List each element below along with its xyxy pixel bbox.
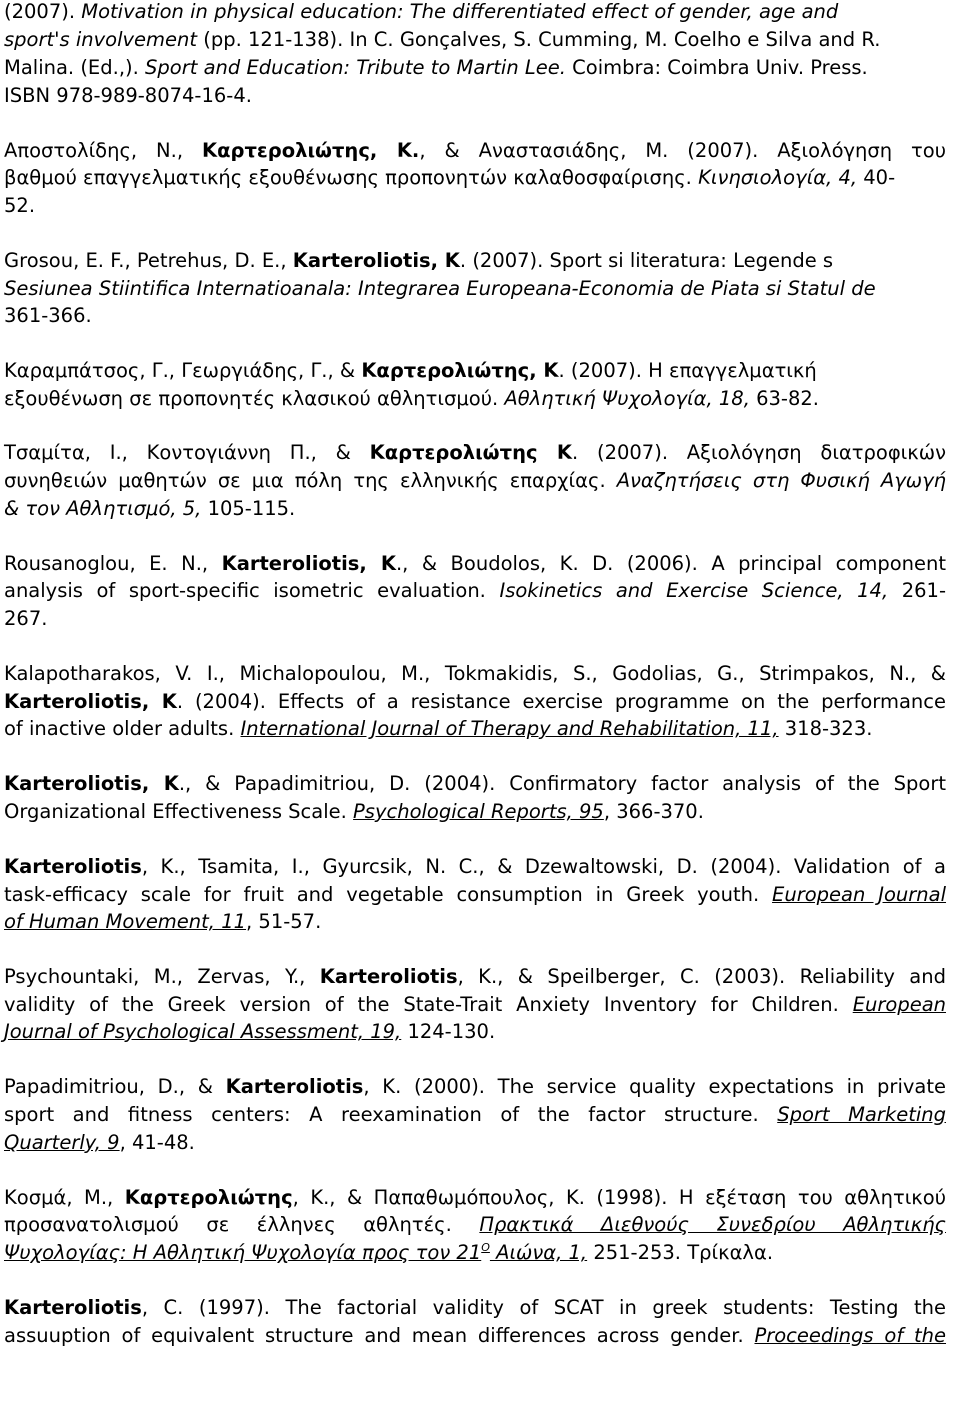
ref8-line1: Karteroliotis, K., Tsamita, I., Gyurcsik, N. C., & Dzewaltowski, D. (2004). Validation of a — [4, 855, 946, 878]
ref6-line1: Kalapotharakos, V. I., Michalopoulou, M., Tokmakidis, S., Godolias, G., Strimpakos, N., & — [4, 662, 946, 685]
ref4-line3: & τον Αθλητισμό, 5, 105-115. — [4, 497, 296, 520]
ref4-line2: συνηθειών μαθητών σε μια πόλη της ελληνικής επαρχίας. Αναζητήσεις στη Φυσική Αγωγή — [4, 469, 946, 492]
ref10-line2: sport and fitness centers: A reexamination of the factor structure. Sport Marketing — [4, 1103, 946, 1126]
ref0-line3: Malina. (Ed.,). Sport and Education: Tribute to Martin Lee. Coimbra: Coimbra Univ. Press. — [4, 56, 868, 79]
ref9-line1: Psychountaki, M., Zervas, Y., Karteroliotis, K., & Speilberger, C. (2003). Reliability and — [4, 965, 946, 988]
ref8-line3: of Human Movement, 11, 51-57. — [4, 910, 322, 933]
ref1-line2: βαθμού επαγγελματικής εξουθένωσης προπονητών καλαθοσφαίρισης. Κινησιολογία, 4, 40- — [4, 166, 896, 189]
ref6-line2: Karteroliotis, K. (2004). Effects of a resistance exercise programme on the performance — [4, 690, 946, 713]
ref11-line1: Κοσμά, Μ., Καρτερολιώτης, Κ., & Παπαθωμόπουλος, Κ. (1998). Η εξέταση του αθλητικού — [4, 1186, 946, 1209]
ref10-line1: Papadimitriou, D., & Karteroliotis, K. (2000). The service quality expectations in private — [4, 1075, 946, 1098]
ref12-line1: Karteroliotis, C. (1997). The factorial validity of SCAT in greek students: Testing the — [4, 1296, 946, 1319]
ref2-line1: Grosou, E. F., Petrehus, D. E., Karteroliotis, K. (2007). Sport si literatura: Legende s — [4, 249, 834, 272]
ref5-line3: 267. — [4, 607, 48, 630]
ref0-line2: sport's involvement (pp. 121-138). In C. Gonçalves, S. Cumming, M. Coelho e Silva and R. — [4, 28, 881, 51]
ref11-line2: προσανατολισμού σε έλληνες αθλητές. Πρακτικά Διεθνούς Συνεδρίου Αθλητικής — [4, 1213, 946, 1236]
ref0-line4: ISBN 978-989-8074-16-4. — [4, 84, 252, 107]
ref9-line3: Journal of Psychological Assessment, 19, 124-130. — [4, 1020, 496, 1043]
ref1-line3: 52. — [4, 194, 36, 217]
ref3-line1: Καραμπάτσος, Γ., Γεωργιάδης, Γ., & Καρτερολιώτης, Κ. (2007). Η επαγγελματική — [4, 359, 817, 382]
ref7-line2: Organizational Effectiveness Scale. Psychological Reports, 95, 366-370. — [4, 800, 704, 823]
ref7-line1: Karteroliotis, K., & Papadimitriou, D. (2004). Confirmatory factor analysis of the Sport — [4, 772, 946, 795]
ref5-line2: analysis of sport-specific isometric evaluation. Isokinetics and Exercise Science, 14, 261- — [4, 579, 946, 602]
ref8-line2: task-efficacy scale for fruit and vegetable consumption in Greek youth. European Journal — [4, 883, 947, 906]
ref0-line1: (2007). Motivation in physical education: The differentiated effect of gender, age and — [4, 0, 839, 23]
ref9-line2: validity of the Greek version of the State-Trait Anxiety Inventory for Children. European — [4, 993, 946, 1016]
ref12-line2: assuuption of equivalent structure and mean differences across gender. Proceedings of the — [4, 1324, 947, 1347]
ref2-line2: Sesiunea Stiintifica Internatioanala: Integrarea Europeana-Economia de Piata si Statul de — [4, 277, 876, 300]
ref4-line1: Τσαμίτα, Ι., Κοντογιάννη Π., & Καρτερολιώτης Κ. (2007). Αξιολόγηση διατροφικών — [4, 441, 946, 464]
ref3-line2: εξουθένωση σε προπονητές κλασικού αθλητισμού. Αθλητική Ψυχολογία, 18, 63-82. — [4, 387, 819, 410]
ref1-line1: Αποστολίδης, Ν., Καρτερολιώτης, Κ., & Αναστασιάδης, Μ. (2007). Αξιολόγηση του — [4, 139, 947, 162]
ref5-line1: Rousanoglou, E. N., Karteroliotis, K., & Boudolos, K. D. (2006). A principal component — [4, 552, 946, 575]
ref6-line3: of inactive older adults. International Journal of Therapy and Rehabilitation, 11, 318-323. — [4, 717, 873, 740]
ref2-line3: 361-366. — [4, 304, 92, 327]
ref11-line3: Ψυχολογίας: Η Αθλητική Ψυχολογία προς τον $21^O$ Αιώνα, 1, 251-253. Τρίκαλα. — [4, 1241, 774, 1264]
ref10-line3: Quarterly, 9, 41-48. — [4, 1131, 195, 1154]
